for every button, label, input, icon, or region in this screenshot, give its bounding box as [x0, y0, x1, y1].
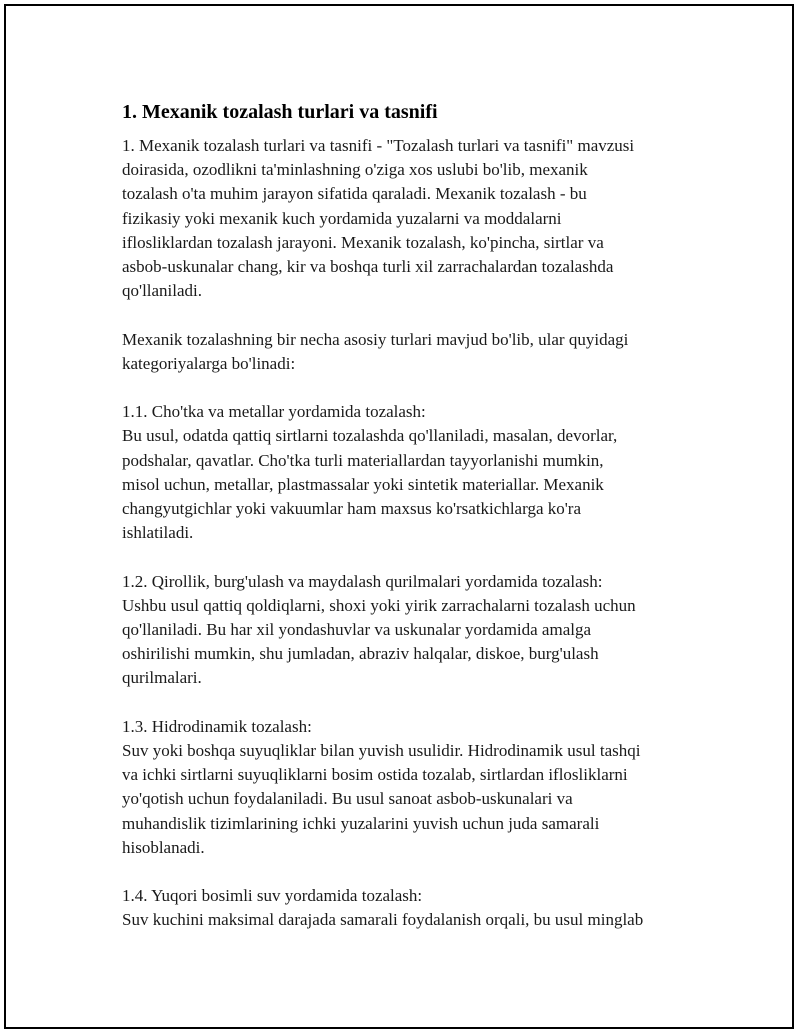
text-line: Suv kuchini maksimal darajada samarali foydalanish orqali, bu usul minglab [122, 910, 644, 930]
paragraph-list [122, 134, 702, 933]
text-line: Mexanik tozalashning bir necha asosiy turlari mavjud bo'lib, ular quyidagi [122, 329, 629, 349]
paragraph [122, 134, 702, 303]
text-line: oshirilishi mumkin, shu jumladan, abraziv halqalar, diskoe, burg'ulash [122, 644, 599, 664]
text-line: doirasida, ozodlikni ta'minlashning o'ziga xos uslubi bo'lib, mexanik [122, 160, 588, 180]
text-line: va ichki sirtlarni suyuqliklarni bosim ostida tozalab, sirtlardan iflosliklarni [122, 765, 628, 785]
text-line: misol uchun, metallar, plastmassalar yoki sintetik materiallar. Mexanik [122, 474, 604, 494]
paragraph [122, 570, 702, 691]
text-line: iflosliklardan tozalash jarayoni. Mexanik tozalash, ko'pincha, sirtlar va [122, 232, 604, 252]
text-line: muhandislik tizimlarining ichki yuzalarini yuvish uchun juda samarali [122, 813, 600, 833]
text-line: 1.3. Hidrodinamik tozalash: [122, 716, 312, 736]
text-line: yo'qotish uchun foydalaniladi. Bu usul sanoat asbob-uskunalari va [122, 789, 573, 809]
text-line: fizikasiy yoki mexanik kuch yordamida yuzalarni va moddalarni [122, 208, 562, 228]
page-frame [4, 4, 794, 1029]
document-title: 1. Mexanik tozalash turlari va tasnifi [122, 101, 438, 123]
text-line: ishlatiladi. [122, 523, 194, 543]
text-line: podshalar, qavatlar. Cho'tka turli materiallardan tayyorlanishi mumkin, [122, 450, 604, 470]
text-line: kategoriyalarga bo'linadi: [122, 353, 296, 373]
paragraph [122, 715, 702, 860]
text-line: qurilmalari. [122, 668, 202, 688]
text-line: Ushbu usul qattiq qoldiqlarni, shoxi yoki yirik zarrachalarni tozalash uchun [122, 595, 636, 615]
text-line: Bu usul, odatda qattiq sirtlarni tozalashda qo'llaniladi, masalan, devorlar, [122, 426, 618, 446]
text-line: tozalash o'ta muhim jarayon sifatida qaraladi. Mexanik tozalash - bu [122, 184, 587, 204]
text-line: 1.4. Yuqori bosimli suv yordamida tozalash: [122, 886, 423, 906]
paragraph [122, 328, 702, 376]
paragraph [122, 884, 702, 932]
text-line: Suv yoki boshqa suyuqliklar bilan yuvish usulidir. Hidrodinamik usul tashqi [122, 741, 641, 761]
text-line: 1. Mexanik tozalash turlari va tasnifi - "Tozalash turlari va tasnifi" mavzusi [122, 136, 635, 155]
text-line: changyutgichlar yoki vakuumlar ham maxsus ko'rsatkichlarga ko'ra [122, 499, 582, 519]
text-line: qo'llaniladi. [122, 281, 203, 301]
text-line: qo'llaniladi. Bu har xil yondashuvlar va uskunalar yordamida amalga [122, 620, 592, 640]
text-line: asbob-uskunalar chang, kir va boshqa turli xil zarrachalardan tozalashda [122, 257, 614, 277]
text-line: 1.1. Cho'tka va metallar yordamida tozalash: [122, 402, 426, 422]
text-line: hisoblanadi. [122, 837, 205, 857]
paragraph [122, 400, 702, 545]
text-line: 1.2. Qirollik, burg'ulash va maydalash qurilmalari yordamida tozalash: [122, 571, 603, 591]
document-body [122, 98, 702, 957]
